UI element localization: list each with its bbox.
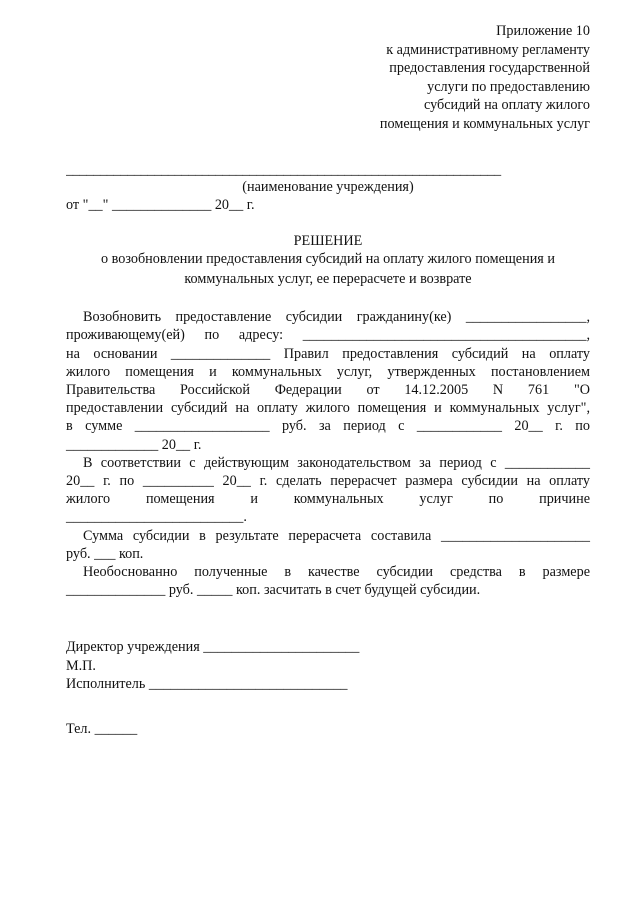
- body-line: жилого помещения и коммунальных услуг по причине: [66, 491, 590, 508]
- executor-signature: Исполнитель ____________________________: [66, 676, 348, 693]
- body-line: Возобновить предоставление субсидии гражданину(ке) _________________,: [83, 309, 590, 326]
- body-line: руб. ___ коп.: [66, 545, 144, 562]
- appendix-line: к административному регламенту: [386, 41, 590, 58]
- subtitle-line: о возобновлении предоставления субсидий на оплату жилого помещения и: [101, 251, 555, 268]
- signature-block: [66, 638, 590, 693]
- body-line: 20__ г. по __________ 20__ г. сделать перерасчет размера субсидии на оплату: [66, 473, 590, 490]
- body-line: Правительства Российской Федерации от 14.12.2005 N 761 "О: [66, 382, 590, 398]
- director-signature: Директор учреждения ______________________: [66, 639, 360, 656]
- body-line: ______________ руб. _____ коп. засчитать в счет будущей субсидии.: [66, 582, 481, 599]
- body-line: в сумме ___________________ руб. за период с ____________ 20__ г. по: [66, 418, 590, 435]
- document-date: от "__" ______________ 20__ г.: [66, 196, 255, 213]
- appendix-header: [66, 22, 590, 134]
- organization-caption: (наименование учреждения): [242, 178, 414, 195]
- document-title: РЕШЕНИЕ: [293, 233, 363, 250]
- body-line: проживающему(ей) по адресу: ________________________________________,: [66, 327, 590, 344]
- body-line: _____________ 20__ г.: [66, 436, 202, 453]
- phone-line: Тел. ______: [66, 720, 138, 737]
- body-line: жилого помещения и коммунальных услуг, утвержденных постановлением: [66, 363, 590, 380]
- subtitle-line: коммунальных услуг, ее перерасчете и возврате: [184, 270, 472, 287]
- document-page: [66, 22, 590, 738]
- body-line: Сумма субсидии в результате перерасчета составила _____________________: [83, 527, 590, 544]
- appendix-line: Приложение 10: [496, 23, 590, 39]
- body-line: предоставлении субсидий на оплату жилого помещения и коммунальных услуг",: [66, 400, 590, 417]
- body-line: В соответствии с действующим законодательством за период с ____________: [83, 454, 590, 471]
- appendix-line: предоставления государственной: [389, 60, 590, 77]
- document-subtitle: [66, 250, 590, 289]
- appendix-line: помещения и коммунальных услуг: [379, 115, 590, 132]
- body-line: на основании ______________ Правил предоставления субсидий на оплату: [66, 345, 590, 362]
- stamp-placeholder: М.П.: [66, 657, 96, 674]
- body-line: Необоснованно полученные в качестве субсидии средства в размере: [83, 564, 590, 581]
- appendix-line: услуги по предоставлению: [427, 78, 590, 95]
- body-line: _________________________.: [66, 509, 247, 526]
- decision-body: [66, 308, 590, 599]
- organization-name-blank: ________________________________________________________________: [66, 161, 501, 178]
- appendix-line: субсидий на оплату жилого: [424, 97, 590, 114]
